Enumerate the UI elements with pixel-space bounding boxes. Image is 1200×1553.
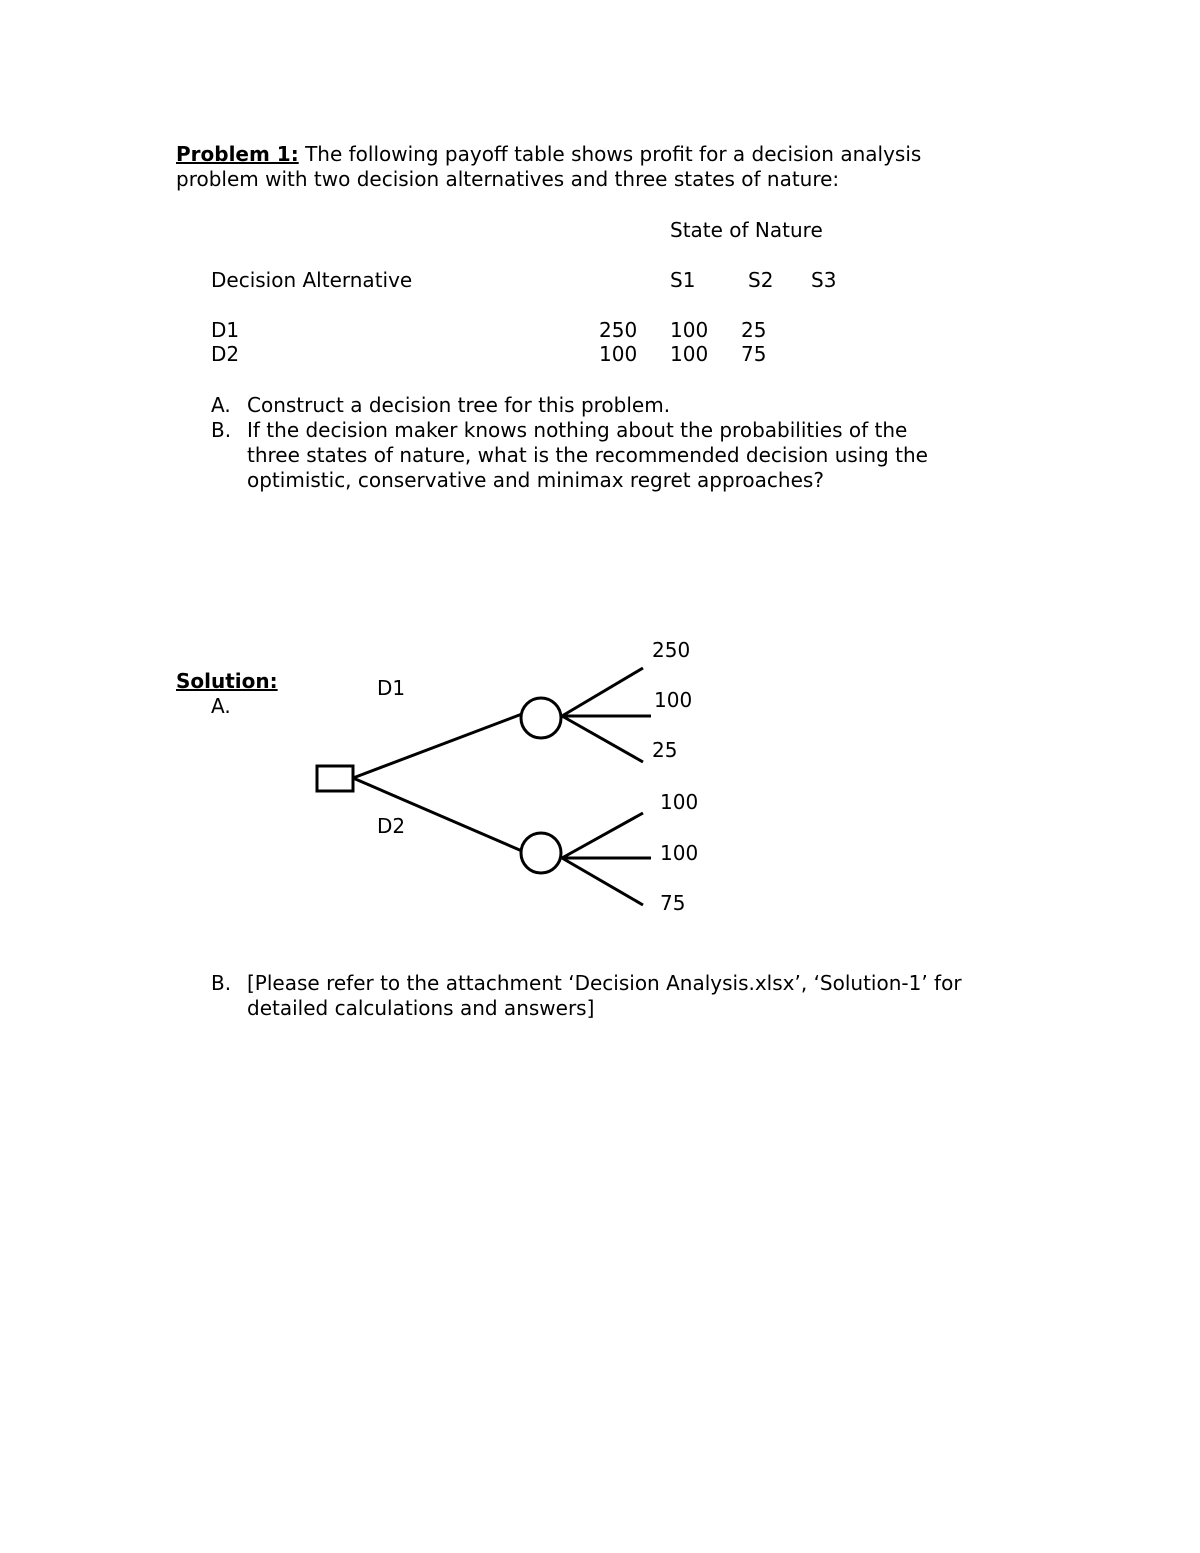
outcome-branch-d2-s3 bbox=[562, 858, 643, 905]
tree-payoff-d1-s3: 25 bbox=[652, 738, 678, 762]
solution-heading: Solution: bbox=[176, 669, 278, 693]
problem-intro-text: The following payoff table shows profit for a decision analysis bbox=[305, 142, 922, 166]
question-b-line1: If the decision maker knows nothing about the probabilities of the bbox=[247, 418, 908, 442]
cell-d2-s3: 75 bbox=[741, 342, 767, 366]
tree-payoff-d2-s2: 100 bbox=[660, 841, 699, 865]
question-b-line2: three states of nature, what is the recommended decision using the bbox=[247, 443, 928, 467]
tree-payoff-d1-s2: 100 bbox=[654, 688, 693, 712]
solution-part-b-marker: B. bbox=[211, 971, 232, 995]
outcome-branch-d1-s1 bbox=[562, 668, 643, 716]
cell-d2-s1: 100 bbox=[599, 342, 638, 366]
branch-d1 bbox=[353, 714, 522, 778]
chance-node-d1 bbox=[521, 698, 561, 738]
column-header-s3: S3 bbox=[811, 268, 837, 292]
column-header-s2: S2 bbox=[748, 268, 774, 292]
question-b-marker: B. bbox=[211, 418, 232, 442]
solution-part-a-marker: A. bbox=[211, 694, 231, 718]
question-a-text: Construct a decision tree for this problem. bbox=[247, 393, 671, 417]
chance-node-d2 bbox=[521, 833, 561, 873]
column-header-s1: S1 bbox=[670, 268, 696, 292]
row-label-d2: D2 bbox=[211, 342, 240, 366]
solution-part-b-line2: detailed calculations and answers] bbox=[247, 996, 595, 1020]
state-of-nature-header: State of Nature bbox=[670, 218, 823, 242]
row-label-d1: D1 bbox=[211, 318, 240, 342]
tree-payoff-d2-s3: 75 bbox=[660, 891, 686, 915]
tree-label-d1: D1 bbox=[377, 676, 406, 700]
question-b-line3: optimistic, conservative and minimax regret approaches? bbox=[247, 468, 824, 492]
tree-label-d2: D2 bbox=[377, 814, 406, 838]
outcome-branch-d1-s3 bbox=[562, 716, 643, 762]
question-a-marker: A. bbox=[211, 393, 231, 417]
outcome-branch-d2-s1 bbox=[562, 813, 643, 858]
decision-node bbox=[317, 766, 353, 791]
decision-alternative-header: Decision Alternative bbox=[211, 268, 413, 292]
cell-d1-s2: 100 bbox=[670, 318, 709, 342]
cell-d2-s2: 100 bbox=[670, 342, 709, 366]
problem-heading: Problem 1: bbox=[176, 142, 299, 166]
cell-d1-s1: 250 bbox=[599, 318, 638, 342]
solution-part-b-line1: [Please refer to the attachment ‘Decision Analysis.xlsx’, ‘Solution-1’ for bbox=[247, 971, 962, 995]
cell-d1-s3: 25 bbox=[741, 318, 767, 342]
tree-payoff-d1-s1: 250 bbox=[652, 638, 691, 662]
problem-intro-line2: problem with two decision alternatives and three states of nature: bbox=[176, 167, 840, 191]
tree-payoff-d2-s1: 100 bbox=[660, 790, 699, 814]
